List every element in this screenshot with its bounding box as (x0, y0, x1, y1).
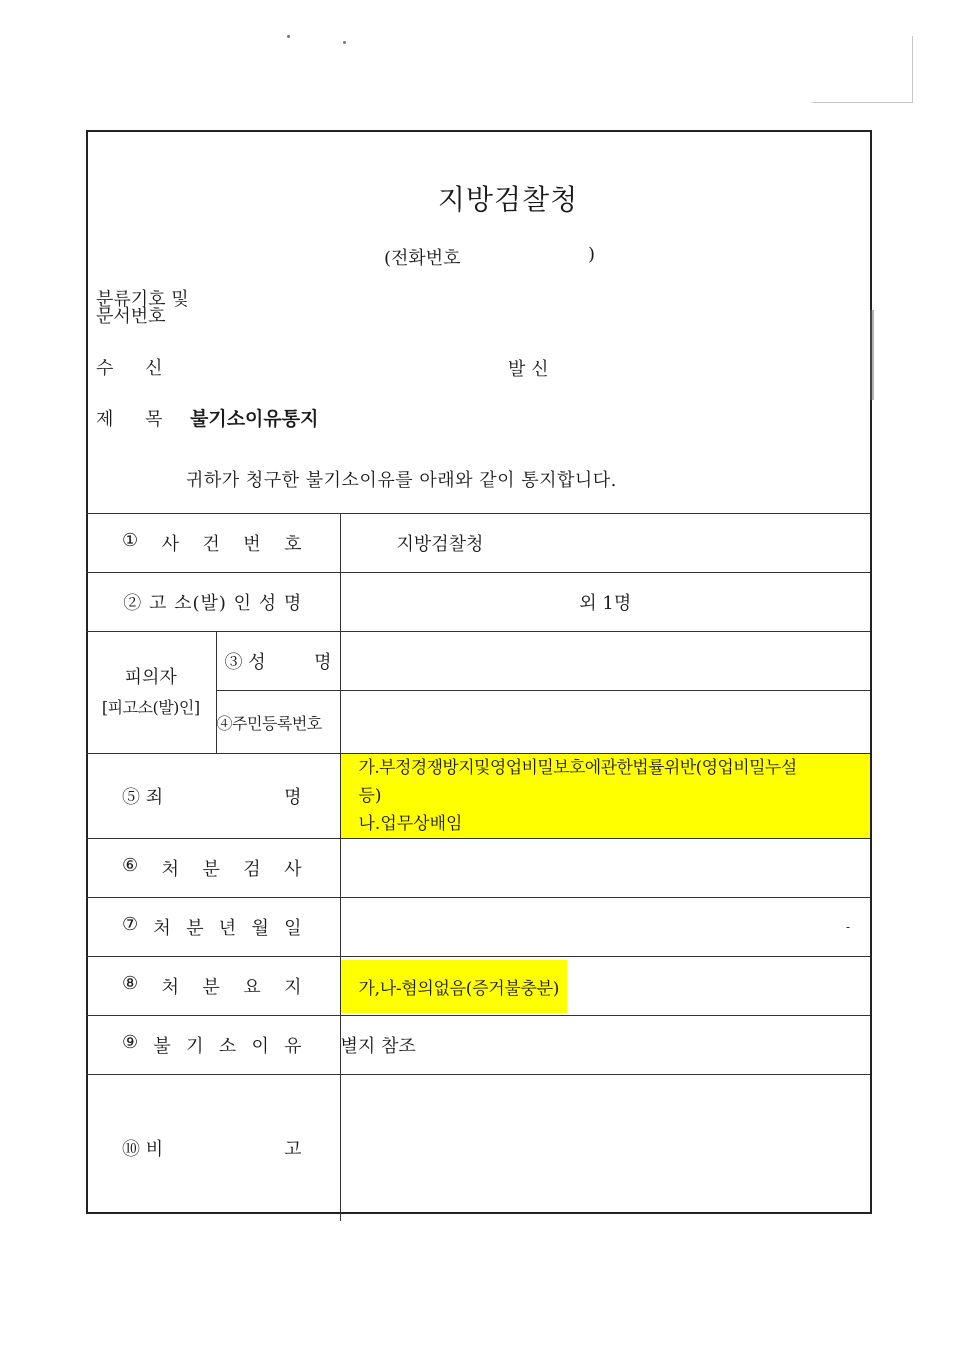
complainant-value: 외 1명 (340, 573, 870, 632)
table-row (86, 1075, 870, 1221)
table-row (86, 573, 870, 632)
disposition-date-value: - (340, 898, 870, 957)
suspect-name-label: ③ 성 명 (216, 632, 340, 691)
table-row (86, 754, 870, 839)
suspect-name-value (340, 632, 870, 691)
remarks-value (340, 1075, 870, 1221)
agency-title: 지방검찰청 (437, 183, 579, 216)
prosecutor-label: ⑥ 처 분 검 사 (86, 839, 340, 898)
suspect-group-label: 피의자 [피고소(발)인] (86, 632, 216, 754)
charge-value: 가.부정경쟁방지및영업비밀보호에관한법률위반(영업비밀누설 등) 나.업무상배임 (340, 754, 870, 839)
case-table (86, 513, 870, 1221)
charge-label: ⑤ 죄 명 (86, 754, 340, 839)
table-row (86, 839, 870, 898)
scan-speck (343, 41, 346, 44)
disposition-date-label: ⑦ 처 분 년 월 일 (86, 898, 340, 957)
table-row (86, 957, 870, 1016)
subject-label: 제 목 (96, 409, 163, 430)
table-row (86, 514, 870, 573)
table-row (86, 1016, 870, 1075)
phone-label: (전화번호 (384, 248, 461, 269)
phone-close: ) (588, 244, 596, 265)
reason-label: ⑨ 불 기 소 이 유 (86, 1016, 340, 1075)
suspect-id-label: ④주민등록번호 (216, 691, 340, 754)
disposition-summary-value: 가,나-혐의없음(증거불충분) (340, 957, 870, 1016)
case-number-label: ① 사 건 번 호 (86, 514, 340, 573)
case-number-value: 지방검찰청 (340, 514, 870, 573)
sender-label: 발 신 (508, 359, 549, 380)
doc-number-label: 분류기호 및 문서번호 (96, 289, 189, 327)
prosecutor-value (340, 839, 870, 898)
scan-speck (287, 35, 290, 38)
reason-value: 별지 참조 (340, 1016, 870, 1075)
table-row (86, 632, 870, 691)
suspect-id-value (340, 691, 870, 754)
scan-edge-artifact (870, 310, 874, 400)
complainant-label: ② 고 소(발) 인 성 명 (86, 573, 340, 632)
notice-text: 귀하가 청구한 불기소이유를 아래와 같이 통지합니다. (186, 470, 617, 491)
recipient-label: 수 신 (96, 358, 163, 379)
remarks-label: ⑩ 비 고 (86, 1075, 340, 1221)
scan-corner-mark (812, 36, 913, 103)
table-row (86, 898, 870, 957)
subject-value: 불기소이유통지 (190, 408, 319, 430)
disposition-summary-label: ⑧ 처 분 요 지 (86, 957, 340, 1016)
